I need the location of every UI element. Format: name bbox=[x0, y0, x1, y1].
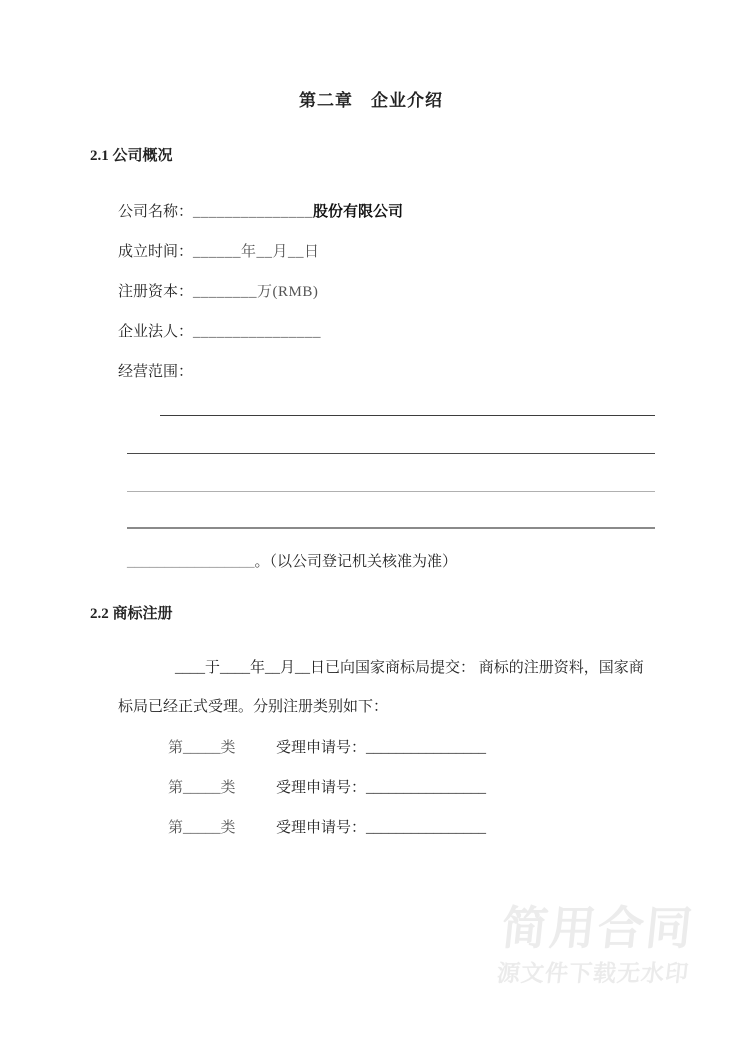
founding-date-blank[interactable]: ______年__月__日 bbox=[193, 244, 320, 260]
business-scope-line-1[interactable] bbox=[160, 415, 655, 416]
field-row-registered-capital bbox=[118, 272, 403, 312]
trademark-paragraph bbox=[118, 649, 644, 727]
field-row-company-name bbox=[118, 192, 403, 232]
closing-note: 。（以公司登记机关核准为准） bbox=[254, 554, 458, 570]
company-name-label: 公司名称： bbox=[118, 204, 194, 220]
trademark-row bbox=[168, 728, 486, 768]
watermark bbox=[496, 903, 697, 987]
watermark-subtitle: 源文件下载无水印 bbox=[495, 960, 691, 986]
field-row-business-scope bbox=[118, 352, 403, 392]
closing-blank[interactable]: _________________ bbox=[127, 554, 255, 570]
trademark-class-blank[interactable]: 第_____类 bbox=[168, 820, 236, 836]
application-number-blank[interactable]: 受理申请号：________________ bbox=[276, 820, 487, 836]
founding-date-label: 成立时间： bbox=[118, 244, 194, 260]
trademark-paragraph-line-2: 标局已经正式受理。分别注册类别如下： bbox=[118, 699, 389, 715]
trademark-row bbox=[168, 768, 486, 808]
chapter-title: 第二章 企业介绍 bbox=[299, 91, 443, 110]
field-row-founding-date bbox=[118, 232, 403, 272]
company-fields bbox=[118, 192, 403, 392]
trademark-rows bbox=[168, 728, 486, 848]
application-number-blank[interactable]: 受理申请号：________________ bbox=[276, 740, 487, 756]
business-scope-label: 经营范围： bbox=[118, 364, 194, 380]
trademark-paragraph-line-1: ____于____年__月__日已向国家商标局提交： 商标的注册资料，国家商 bbox=[175, 660, 644, 676]
business-scope-line-2[interactable] bbox=[127, 453, 655, 454]
section-heading-2-2: 2.2 商标注册 bbox=[90, 606, 173, 622]
registered-capital-label: 注册资本： bbox=[118, 284, 194, 300]
business-scope-closing bbox=[127, 547, 457, 577]
legal-person-label: 企业法人： bbox=[118, 324, 194, 340]
business-scope-line-4[interactable] bbox=[127, 527, 655, 529]
business-scope-line-3[interactable] bbox=[127, 491, 655, 492]
watermark-title: 简用合同 bbox=[499, 902, 697, 954]
trademark-class-blank[interactable]: 第_____类 bbox=[168, 740, 236, 756]
application-number-blank[interactable]: 受理申请号：________________ bbox=[276, 780, 487, 796]
legal-person-blank[interactable]: ________________ bbox=[193, 324, 322, 340]
company-name-suffix: 股份有限公司 bbox=[313, 204, 404, 220]
trademark-row bbox=[168, 808, 486, 848]
field-row-legal-person bbox=[118, 312, 403, 352]
section-heading-2-1: 2.1 公司概况 bbox=[90, 148, 173, 164]
company-name-blank[interactable]: _______________ bbox=[193, 204, 314, 220]
trademark-class-blank[interactable]: 第_____类 bbox=[168, 780, 236, 796]
registered-capital-blank[interactable]: ________万(RMB) bbox=[193, 284, 319, 300]
